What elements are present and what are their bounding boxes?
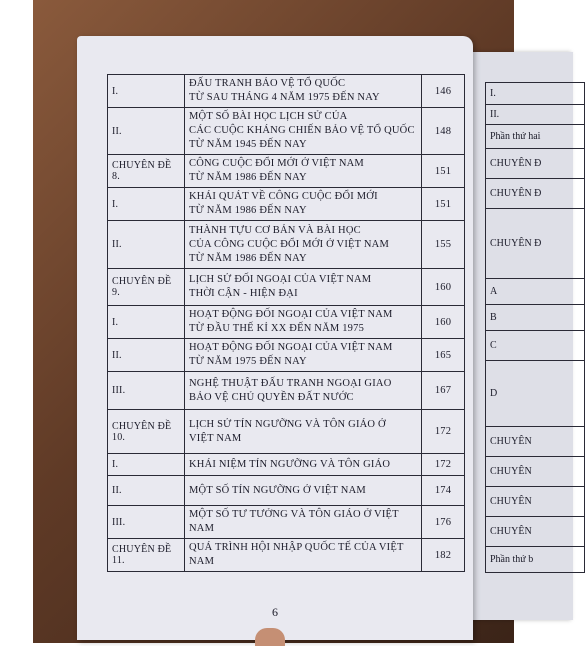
toc-title — [185, 539, 422, 572]
side-row — [486, 457, 585, 487]
toc-title-line: ĐẤU TRANH BẢO VỆ TỔ QUỐC — [189, 78, 346, 89]
thumb — [255, 628, 285, 646]
toc-title-line: LỊCH SỬ ĐỐI NGOẠI CỦA VIỆT NAM — [189, 274, 372, 285]
toc-row — [108, 454, 465, 476]
toc-row — [108, 188, 465, 221]
toc-section-number: II. — [108, 221, 185, 269]
toc-page-number: 148 — [422, 108, 465, 155]
toc-title-line: TỪ NĂM 1975 ĐẾN NAY — [189, 356, 307, 367]
side-row-label: CHUYÊN Đ — [486, 149, 585, 179]
toc-page-number: 176 — [422, 506, 465, 539]
toc-page-number: 174 — [422, 476, 465, 506]
side-row — [486, 209, 585, 279]
side-row — [486, 427, 585, 457]
left-page — [77, 36, 473, 640]
side-row-label: B — [486, 305, 585, 331]
toc-section-number: I. — [108, 75, 185, 108]
toc-row — [108, 372, 465, 410]
toc-title-line: VIỆT NAM — [189, 432, 242, 444]
toc-title-line: BẢO VỆ CHỦ QUYỀN ĐẤT NƯỚC — [189, 391, 354, 403]
toc-section-number: CHUYÊN ĐỀ 10. — [108, 410, 185, 454]
toc-title — [185, 454, 422, 476]
toc-title-line: KHÁI NIỆM TÍN NGƯỠNG VÀ TÔN GIÁO — [189, 458, 391, 470]
toc-title-line: THÀNH TỰU CƠ BẢN VÀ BÀI HỌC — [189, 224, 361, 236]
side-row — [486, 83, 585, 105]
toc-section-number: II. — [108, 476, 185, 506]
side-row-label: Phần thứ b — [486, 547, 585, 573]
toc-title-line: TỪ NĂM 1986 ĐẾN NAY — [189, 205, 307, 216]
toc-row — [108, 506, 465, 539]
toc-title — [185, 372, 422, 410]
toc-table — [107, 74, 465, 572]
side-row-label: II. — [486, 105, 585, 125]
toc-row — [108, 306, 465, 339]
toc-title-line: HOẠT ĐỘNG ĐỐI NGOẠI CỦA VIỆT NAM — [189, 309, 393, 320]
toc-title — [185, 306, 422, 339]
toc-title-line: TỪ NĂM 1986 ĐẾN NAY — [189, 252, 307, 264]
toc-section-number: CHUYÊN ĐỀ 8. — [108, 155, 185, 188]
toc-row — [108, 269, 465, 306]
toc-page-number: 146 — [422, 75, 465, 108]
side-row — [486, 547, 585, 573]
side-row — [486, 279, 585, 305]
toc-section-number: I. — [108, 306, 185, 339]
toc-title — [185, 188, 422, 221]
toc-section-number: II. — [108, 339, 185, 372]
toc-page-number: 172 — [422, 410, 465, 454]
toc-page-number: 151 — [422, 188, 465, 221]
side-row-label: CHUYÊN — [486, 457, 585, 487]
side-row-label: I. — [486, 83, 585, 105]
toc-title-line: THỜI CẬN - HIỆN ĐẠI — [189, 288, 298, 299]
toc-title — [185, 75, 422, 108]
right-page — [473, 52, 573, 620]
toc-title-line: LỊCH SỬ TÍN NGƯỠNG VÀ TÔN GIÁO Ở — [189, 418, 386, 430]
toc-title-line: TỪ NĂM 1986 ĐẾN NAY — [189, 172, 307, 183]
toc-page-number: 167 — [422, 372, 465, 410]
toc-section-number: III. — [108, 372, 185, 410]
toc-row — [108, 539, 465, 572]
toc-page-number: 172 — [422, 454, 465, 476]
toc-title — [185, 221, 422, 269]
toc-title-line: NGHỆ THUẬT ĐẤU TRANH NGOẠI GIAO — [189, 377, 392, 389]
toc-title — [185, 476, 422, 506]
toc-title-line: QUÁ TRÌNH HỘI NHẬP QUỐC TẾ CỦA VIỆT NAM — [189, 542, 404, 567]
side-row-label: C — [486, 331, 585, 361]
toc-title — [185, 108, 422, 155]
toc-row — [108, 410, 465, 454]
toc-title-line: TỪ SAU THÁNG 4 NĂM 1975 ĐẾN NAY — [189, 92, 380, 103]
toc-page-number: 155 — [422, 221, 465, 269]
toc-title-line: TỪ NĂM 1945 ĐẾN NAY — [189, 139, 307, 150]
toc-page-number: 151 — [422, 155, 465, 188]
page-number: 6 — [272, 605, 278, 619]
toc-title — [185, 155, 422, 188]
toc-title-line: CỦA CÔNG CUỘC ĐỔI MỚI Ở VIỆT NAM — [189, 238, 389, 250]
toc-title — [185, 269, 422, 306]
toc-title-line: MỘT SỐ BÀI HỌC LỊCH SỬ CỦA — [189, 111, 348, 122]
toc-row — [108, 75, 465, 108]
book-photo — [33, 0, 542, 643]
toc-row — [108, 155, 465, 188]
toc-title-line: CÔNG CUỘC ĐỔI MỚI Ở VIỆT NAM — [189, 158, 364, 169]
toc-row — [108, 221, 465, 269]
side-row — [486, 331, 585, 361]
toc-title-line: MỘT SỐ TƯ TƯỞNG VÀ TÔN GIÁO Ở VIỆT NAM — [189, 509, 399, 534]
toc-row — [108, 476, 465, 506]
toc-row — [108, 339, 465, 372]
toc-title-line: HOẠT ĐỘNG ĐỐI NGOẠI CỦA VIỆT NAM — [189, 342, 393, 353]
side-row-label: A — [486, 279, 585, 305]
side-row — [486, 125, 585, 149]
side-row-label: D — [486, 361, 585, 427]
toc-section-number: CHUYÊN ĐỀ 9. — [108, 269, 185, 306]
toc-row — [108, 108, 465, 155]
toc-title-line: TỪ ĐẦU THẾ KỈ XX ĐẾN NĂM 1975 — [189, 323, 365, 334]
toc-page-number: 160 — [422, 306, 465, 339]
toc-title-line: CÁC CUỘC KHÁNG CHIẾN BẢO VỆ TỔ QUỐC — [189, 125, 415, 136]
side-row-label: CHUYÊN Đ — [486, 179, 585, 209]
toc-section-number: CHUYÊN ĐỀ 11. — [108, 539, 185, 572]
toc-section-number: I. — [108, 188, 185, 221]
toc-page-number: 165 — [422, 339, 465, 372]
side-toc-table — [485, 82, 585, 573]
side-row — [486, 105, 585, 125]
toc-title — [185, 410, 422, 454]
side-row-label: CHUYÊN Đ — [486, 209, 585, 279]
toc-page-number: 160 — [422, 269, 465, 306]
toc-page-number: 182 — [422, 539, 465, 572]
toc-section-number: III. — [108, 506, 185, 539]
side-row — [486, 361, 585, 427]
side-row — [486, 179, 585, 209]
side-row — [486, 517, 585, 547]
toc-title-line: MỘT SỐ TÍN NGƯỠNG Ở VIỆT NAM — [189, 484, 366, 496]
toc-title — [185, 339, 422, 372]
side-row-label: CHUYÊN — [486, 487, 585, 517]
side-row-label: CHUYÊN — [486, 517, 585, 547]
toc-section-number: II. — [108, 108, 185, 155]
side-row — [486, 487, 585, 517]
toc-section-number: I. — [108, 454, 185, 476]
side-row — [486, 149, 585, 179]
side-row-label: CHUYÊN — [486, 427, 585, 457]
toc-title-line: KHÁI QUÁT VỀ CÔNG CUỘC ĐỔI MỚI — [189, 191, 378, 202]
side-row-label: Phần thứ hai — [486, 125, 585, 149]
toc-title — [185, 506, 422, 539]
side-row — [486, 305, 585, 331]
